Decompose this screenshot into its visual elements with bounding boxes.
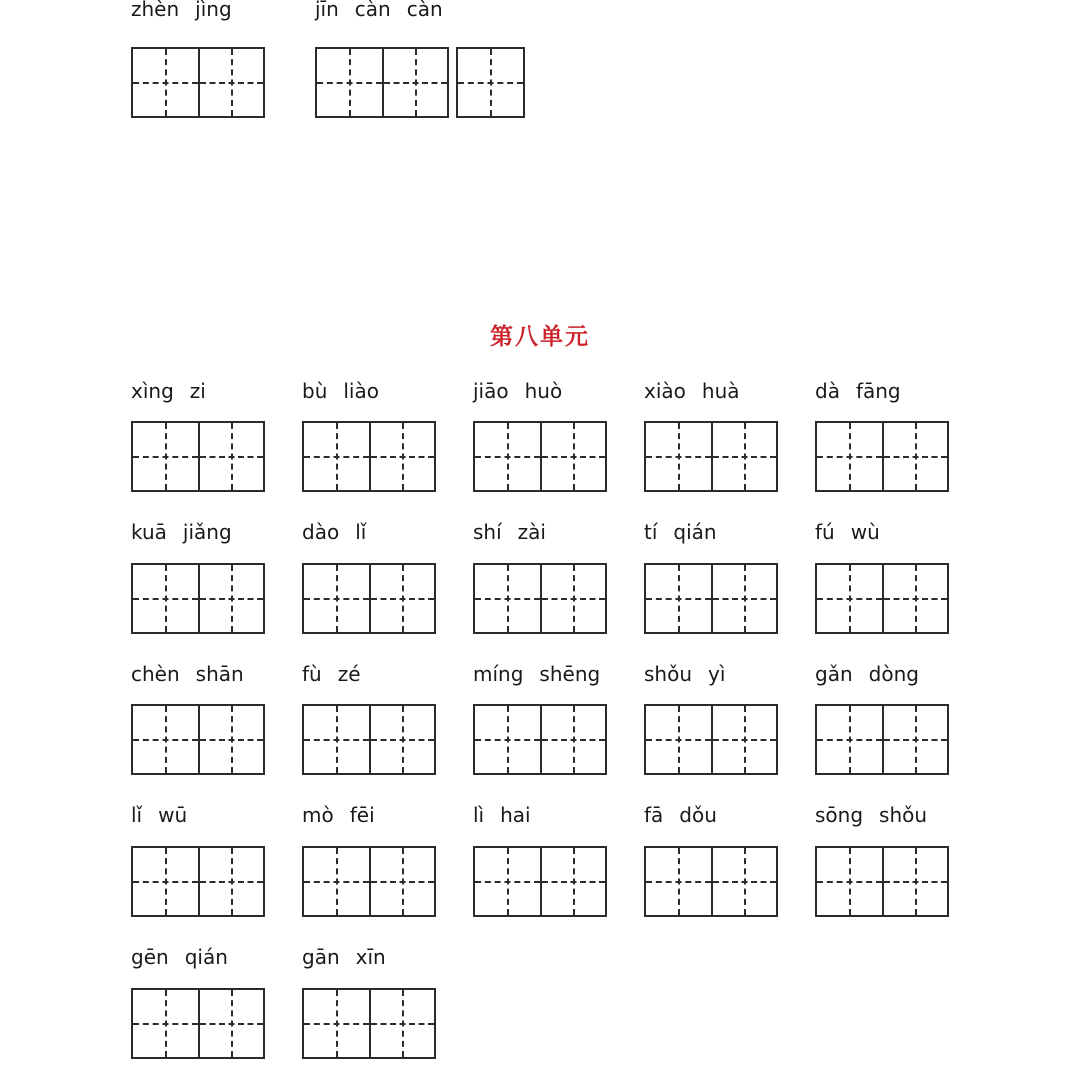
pinyin-syllable: jiāo xyxy=(473,379,509,403)
tianzige-box[interactable] xyxy=(644,704,778,775)
pinyin-syllable: kuā xyxy=(131,520,167,544)
character-grid-row xyxy=(473,563,607,634)
word-entry-shi-zai xyxy=(473,519,607,634)
tianzige-cell[interactable] xyxy=(198,423,263,490)
tianzige-cell[interactable] xyxy=(198,565,263,632)
word-entry-li-wu xyxy=(131,802,265,917)
pinyin-syllable: fù xyxy=(302,662,322,686)
tianzige-cell[interactable] xyxy=(369,423,434,490)
tianzige-box[interactable] xyxy=(456,47,525,118)
pinyin-syllable: bù xyxy=(302,379,328,403)
pinyin-syllable: lǐ xyxy=(355,520,367,544)
pinyin-label xyxy=(644,378,778,404)
character-grid-row xyxy=(131,846,265,917)
pinyin-syllable: mò xyxy=(302,803,334,827)
tianzige-cell[interactable] xyxy=(198,848,263,915)
pinyin-syllable: càn xyxy=(406,0,443,21)
tianzige-box[interactable] xyxy=(473,421,607,492)
tianzige-cell[interactable] xyxy=(540,565,605,632)
pinyin-syllable: shǒu xyxy=(879,803,928,827)
pinyin-syllable: fā xyxy=(644,803,664,827)
word-entry-shou-yi xyxy=(644,661,778,775)
word-entry-xing-zi xyxy=(131,378,265,492)
word-entry-jiao-huo xyxy=(473,378,607,492)
character-grid-row xyxy=(131,988,265,1059)
word-entry-chen-shan xyxy=(131,661,265,775)
word-entry-ming-sheng xyxy=(473,661,607,775)
pinyin-syllable: hai xyxy=(500,803,531,827)
pinyin-label xyxy=(302,802,436,828)
character-grid-row xyxy=(302,988,436,1059)
pinyin-label xyxy=(302,378,436,404)
pinyin-syllable: shēng xyxy=(539,662,601,686)
word-entry-fa-dou xyxy=(644,802,778,917)
unit-heading: 第八单元 xyxy=(490,324,590,350)
pinyin-syllable: shǒu xyxy=(644,662,693,686)
pinyin-syllable: chèn xyxy=(131,662,180,686)
tianzige-cell[interactable] xyxy=(817,565,882,632)
tianzige-cell[interactable] xyxy=(711,423,776,490)
character-grid-row xyxy=(315,47,525,118)
pinyin-syllable: dào xyxy=(302,520,340,544)
tianzige-cell[interactable] xyxy=(882,423,947,490)
tianzige-cell[interactable] xyxy=(475,423,540,490)
pinyin-label xyxy=(302,661,436,687)
tianzige-cell[interactable] xyxy=(198,49,263,116)
pinyin-syllable: yì xyxy=(708,662,726,686)
tianzige-cell[interactable] xyxy=(304,565,369,632)
tianzige-cell[interactable] xyxy=(882,706,947,773)
word-entry-jin-can-can xyxy=(315,0,525,118)
tianzige-cell[interactable] xyxy=(711,565,776,632)
pinyin-label xyxy=(315,0,525,22)
pinyin-syllable: fēi xyxy=(349,803,375,827)
pinyin-syllable: jìng xyxy=(195,0,232,21)
character-grid-row xyxy=(815,704,949,775)
pinyin-label xyxy=(473,661,607,687)
pinyin-syllable: huà xyxy=(701,379,740,403)
tianzige-cell[interactable] xyxy=(646,565,711,632)
pinyin-syllable: wù xyxy=(850,520,880,544)
pinyin-syllable: qián xyxy=(673,520,717,544)
pinyin-syllable: xiào xyxy=(644,379,686,403)
pinyin-label xyxy=(131,378,265,404)
tianzige-cell[interactable] xyxy=(304,848,369,915)
tianzige-cell[interactable] xyxy=(304,423,369,490)
tianzige-cell[interactable] xyxy=(540,706,605,773)
character-grid-row xyxy=(302,704,436,775)
tianzige-cell[interactable] xyxy=(458,49,523,116)
tianzige-cell[interactable] xyxy=(711,706,776,773)
tianzige-cell[interactable] xyxy=(198,990,263,1057)
pinyin-syllable: tí xyxy=(644,520,658,544)
pinyin-syllable: zé xyxy=(337,662,361,686)
pinyin-label xyxy=(644,802,778,828)
tianzige-cell[interactable] xyxy=(133,49,198,116)
tianzige-cell[interactable] xyxy=(369,565,434,632)
tianzige-box[interactable] xyxy=(815,704,949,775)
pinyin-label xyxy=(131,661,265,687)
pinyin-label xyxy=(131,802,265,828)
character-grid-row xyxy=(815,421,949,492)
character-grid-row xyxy=(473,846,607,917)
pinyin-label xyxy=(815,661,949,687)
tianzige-cell[interactable] xyxy=(646,706,711,773)
tianzige-cell[interactable] xyxy=(475,706,540,773)
character-grid-row xyxy=(473,421,607,492)
tianzige-box[interactable] xyxy=(131,47,265,118)
word-entry-xiao-hua xyxy=(644,378,778,492)
word-entry-gan-dong xyxy=(815,661,949,775)
tianzige-cell[interactable] xyxy=(475,565,540,632)
word-entry-gen-qian xyxy=(131,944,265,1059)
tianzige-box[interactable] xyxy=(131,704,265,775)
pinyin-label xyxy=(644,519,778,545)
word-entry-li-hai xyxy=(473,802,607,917)
word-entry-dao-li xyxy=(302,519,436,634)
tianzige-cell[interactable] xyxy=(646,848,711,915)
tianzige-cell[interactable] xyxy=(369,848,434,915)
tianzige-box[interactable] xyxy=(473,846,607,917)
pinyin-label xyxy=(302,944,436,970)
character-grid-row xyxy=(815,846,949,917)
pinyin-label xyxy=(815,802,949,828)
tianzige-box[interactable] xyxy=(302,988,436,1059)
pinyin-syllable: dǒu xyxy=(679,803,717,827)
pinyin-syllable: gān xyxy=(302,945,340,969)
tianzige-cell[interactable] xyxy=(382,49,447,116)
pinyin-label xyxy=(815,378,949,404)
pinyin-syllable: xīn xyxy=(355,945,386,969)
character-grid-row xyxy=(131,421,265,492)
pinyin-label xyxy=(473,802,607,828)
tianzige-box[interactable] xyxy=(131,563,265,634)
word-entry-mo-fei xyxy=(302,802,436,917)
pinyin-syllable: sōng xyxy=(815,803,864,827)
tianzige-box[interactable] xyxy=(302,563,436,634)
character-grid-row xyxy=(302,563,436,634)
character-grid-row xyxy=(644,421,778,492)
pinyin-syllable: qián xyxy=(184,945,228,969)
tianzige-cell[interactable] xyxy=(133,423,198,490)
pinyin-syllable: jīn xyxy=(315,0,339,21)
pinyin-syllable: zài xyxy=(517,520,546,544)
tianzige-cell[interactable] xyxy=(369,990,434,1057)
tianzige-cell[interactable] xyxy=(540,848,605,915)
character-grid-row xyxy=(302,421,436,492)
pinyin-label xyxy=(473,378,607,404)
tianzige-cell[interactable] xyxy=(304,990,369,1057)
word-entry-bu-liao xyxy=(302,378,436,492)
word-entry-fu-wu xyxy=(815,519,949,634)
tianzige-box[interactable] xyxy=(315,47,449,118)
pinyin-syllable: zhèn xyxy=(131,0,180,21)
pinyin-label xyxy=(302,519,436,545)
pinyin-syllable: lì xyxy=(473,803,485,827)
tianzige-cell[interactable] xyxy=(369,706,434,773)
pinyin-syllable: wū xyxy=(158,803,188,827)
tianzige-cell[interactable] xyxy=(817,423,882,490)
tianzige-box[interactable] xyxy=(815,846,949,917)
tianzige-cell[interactable] xyxy=(817,706,882,773)
pinyin-syllable: fāng xyxy=(855,379,901,403)
tianzige-cell[interactable] xyxy=(817,848,882,915)
tianzige-box[interactable] xyxy=(131,988,265,1059)
pinyin-syllable: míng xyxy=(473,662,524,686)
pinyin-syllable: xìng xyxy=(131,379,174,403)
pinyin-label xyxy=(473,519,607,545)
character-grid-row xyxy=(644,563,778,634)
tianzige-cell[interactable] xyxy=(646,423,711,490)
character-grid-row xyxy=(644,704,778,775)
word-entry-song-shou xyxy=(815,802,949,917)
pinyin-label xyxy=(644,661,778,687)
pinyin-label xyxy=(131,0,265,22)
pinyin-syllable: dà xyxy=(815,379,840,403)
tianzige-box[interactable] xyxy=(131,421,265,492)
tianzige-box[interactable] xyxy=(473,563,607,634)
word-entry-ti-qian xyxy=(644,519,778,634)
character-grid-row xyxy=(815,563,949,634)
pinyin-label xyxy=(131,519,265,545)
pinyin-syllable: gēn xyxy=(131,945,169,969)
pinyin-syllable: fú xyxy=(815,520,835,544)
tianzige-cell[interactable] xyxy=(133,565,198,632)
word-entry-da-fang xyxy=(815,378,949,492)
tianzige-cell[interactable] xyxy=(475,848,540,915)
tianzige-box[interactable] xyxy=(131,846,265,917)
pinyin-label xyxy=(131,944,265,970)
character-grid-row xyxy=(131,563,265,634)
pinyin-syllable: gǎn xyxy=(815,662,853,686)
tianzige-box[interactable] xyxy=(473,704,607,775)
tianzige-cell[interactable] xyxy=(198,706,263,773)
word-entry-fu-ze xyxy=(302,661,436,775)
tianzige-cell[interactable] xyxy=(540,423,605,490)
character-grid-row xyxy=(302,846,436,917)
pinyin-syllable: dòng xyxy=(868,662,919,686)
tianzige-box[interactable] xyxy=(644,421,778,492)
tianzige-cell[interactable] xyxy=(133,848,198,915)
tianzige-box[interactable] xyxy=(302,421,436,492)
word-entry-gan-xin xyxy=(302,944,436,1059)
tianzige-cell[interactable] xyxy=(304,706,369,773)
tianzige-cell[interactable] xyxy=(317,49,382,116)
tianzige-box[interactable] xyxy=(302,704,436,775)
character-grid-row xyxy=(644,846,778,917)
tianzige-cell[interactable] xyxy=(133,990,198,1057)
pinyin-syllable: shān xyxy=(195,662,244,686)
pinyin-syllable: liào xyxy=(343,379,379,403)
pinyin-syllable: huò xyxy=(524,379,563,403)
pinyin-syllable: lǐ xyxy=(131,803,143,827)
tianzige-box[interactable] xyxy=(644,563,778,634)
pinyin-label xyxy=(815,519,949,545)
tianzige-cell[interactable] xyxy=(133,706,198,773)
word-entry-kua-jiang xyxy=(131,519,265,634)
tianzige-box[interactable] xyxy=(815,563,949,634)
tianzige-box[interactable] xyxy=(302,846,436,917)
character-grid-row xyxy=(131,47,265,118)
tianzige-cell[interactable] xyxy=(882,565,947,632)
word-entry-zhen-jing xyxy=(131,0,265,118)
pinyin-syllable: jiǎng xyxy=(182,520,232,544)
tianzige-box[interactable] xyxy=(644,846,778,917)
character-grid-row xyxy=(473,704,607,775)
character-grid-row xyxy=(131,704,265,775)
pinyin-syllable: zi xyxy=(189,379,206,403)
tianzige-cell[interactable] xyxy=(882,848,947,915)
pinyin-syllable: càn xyxy=(354,0,391,21)
pinyin-syllable: shí xyxy=(473,520,502,544)
tianzige-box[interactable] xyxy=(815,421,949,492)
tianzige-cell[interactable] xyxy=(711,848,776,915)
